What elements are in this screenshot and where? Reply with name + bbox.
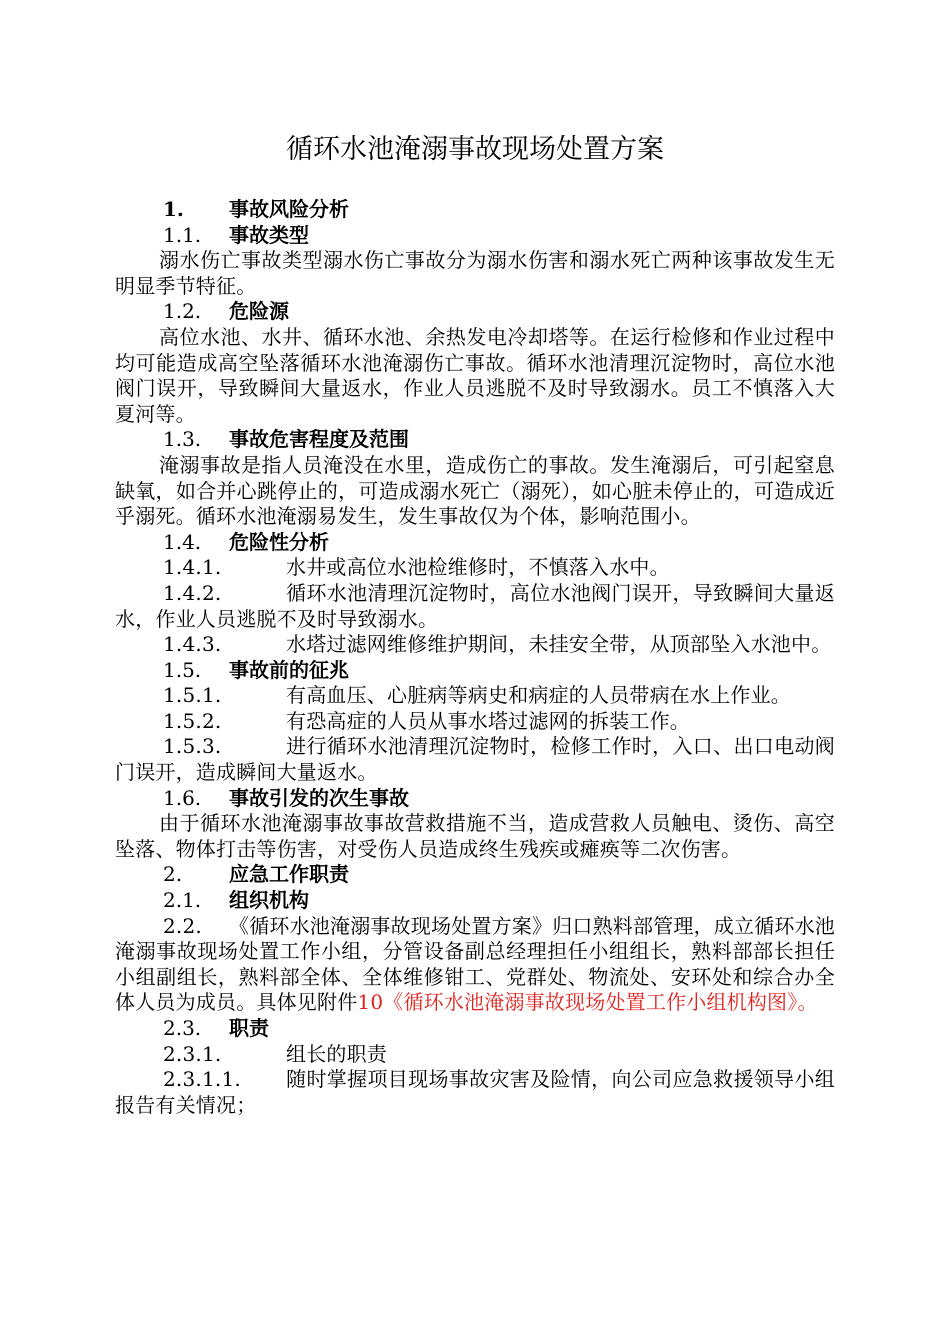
section-title: 事故风险分析	[229, 197, 349, 221]
section-1-1-heading	[115, 223, 835, 249]
item-1-4-3	[115, 632, 835, 658]
section-1-1-text: 溺水伤亡事故类型溺水伤亡事故分为溺水伤害和溺水死亡两种该事故发生无明显季节特征。	[115, 248, 835, 298]
section-number: 2.	[163, 862, 183, 887]
section-number: 2.1.	[163, 888, 202, 913]
section-2-2-text	[115, 914, 835, 1016]
section-1-6-text: 由于循环水池淹溺事故事故营救措施不当，造成营救人员触电、烫伤、高空坠落、物体打击等伤害，对受伤人员造成终生残疾或瘫痪等二次伤害。	[115, 811, 835, 861]
item-text: 水井或高位水池检维修时，不慎落入水中。	[286, 555, 670, 580]
section-number: 1.	[163, 197, 184, 221]
section-title: 事故前的征兆	[229, 657, 349, 682]
item-text: 有恐高症的人员从事水塔过滤网的拆装工作。	[286, 708, 690, 733]
section-title: 事故类型	[229, 222, 309, 247]
paragraph-text: 《循环水池淹溺事故现场处置方案》归口熟料部管理，成立循环水池淹溺事故现场处置工作小组，分管设备副总经理担任小组组长，熟料部部长担任小组副组长，熟料部全体、全体维修钳工、党群处、物流处、安环处和综合办全体人员为成员。具体见附件	[115, 913, 835, 1015]
section-number: 1.5.	[163, 657, 202, 682]
item-1-5-2	[115, 709, 835, 735]
section-title: 事故引发的次生事故	[229, 785, 409, 810]
item-text: 有高血压、心脏病等病史和病症的人员带病在水上作业。	[286, 683, 791, 708]
item-text: 随时掌握项目现场事故灾害及险情，向公司应急救援领导小组报告有关情况；	[115, 1067, 835, 1117]
item-2-3-1-1	[115, 1067, 835, 1118]
section-title: 事故危害程度及范围	[229, 427, 409, 452]
appendix-reference: 10《循环水池淹溺事故现场处置工作小组机构图》。	[357, 990, 818, 1015]
section-title: 危险性分析	[229, 529, 329, 554]
item-number: 2.3.1.1.	[163, 1067, 241, 1092]
item-number: 1.4.2.	[163, 580, 222, 605]
section-1-3-text: 淹溺事故是指人员淹没在水里，造成伤亡的事故。发生淹溺后，可引起窒息缺氧，如合并心跳停止的，可造成溺水死亡（溺死），如心脏未停止的，可造成近乎溺死。循环水池淹溺易发生，发生事故仅为个体，影响范围小。	[115, 452, 835, 529]
section-2-1-heading	[115, 888, 835, 914]
item-text: 水塔过滤网维修维护期间，未挂安全带，从顶部坠入水池中。	[286, 632, 832, 657]
section-1-2-heading	[115, 299, 835, 325]
item-number: 1.4.3.	[163, 632, 222, 657]
section-number: 1.2.	[163, 299, 202, 324]
item-text: 进行循环水池清理沉淀物时，检修工作时，入口、出口电动阀门误开，造成瞬间大量返水。	[115, 734, 835, 785]
section-title: 应急工作职责	[229, 862, 349, 887]
section-number: 2.3.	[163, 1016, 202, 1040]
item-number: 1.5.2.	[163, 708, 222, 733]
section-1-4-heading	[115, 530, 835, 556]
section-2-heading	[115, 862, 835, 888]
item-1-4-1	[115, 555, 835, 581]
section-number: 1.4.	[163, 529, 202, 554]
item-1-4-2	[115, 581, 835, 632]
section-1-heading	[115, 197, 835, 223]
item-number: 1.4.1.	[163, 555, 222, 580]
section-title: 危险源	[229, 299, 289, 324]
item-text: 循环水池清理沉淀物时，高位水池阀门误开，导致瞬间大量返水，作业人员逃脱不及时导致溺水。	[115, 580, 835, 631]
section-number: 1.6.	[163, 785, 202, 810]
item-1-5-3	[115, 734, 835, 785]
section-number: 1.3.	[163, 427, 202, 452]
document-body	[115, 197, 835, 1118]
item-2-3-1	[115, 1042, 835, 1068]
item-number: 1.5.1.	[163, 683, 222, 708]
item-1-5-1	[115, 683, 835, 709]
item-number: 1.5.3.	[163, 734, 222, 759]
section-1-3-heading	[115, 427, 835, 453]
section-number: 1.1.	[163, 222, 202, 247]
section-1-6-heading	[115, 786, 835, 812]
section-1-2-text: 高位水池、水井、循环水池、余热发电冷却塔等。在运行检修和作业过程中均可能造成高空坠落循环水池淹溺伤亡事故。循环水池清理沉淀物时，高位水池阀门误开，导致瞬间大量返水，作业人员逃脱不及时导致溺水。员工不慎落入大夏河等。	[115, 324, 835, 426]
section-2-3-heading	[115, 1016, 835, 1042]
section-title: 组织机构	[229, 888, 309, 913]
section-title: 职责	[229, 1016, 269, 1040]
page-title: 循环水池淹溺事故现场处置方案	[286, 134, 664, 165]
section-1-5-heading	[115, 658, 835, 684]
item-text: 组长的职责	[286, 1041, 387, 1066]
item-number: 2.3.1.	[163, 1041, 222, 1066]
section-number: 2.2.	[163, 913, 202, 938]
